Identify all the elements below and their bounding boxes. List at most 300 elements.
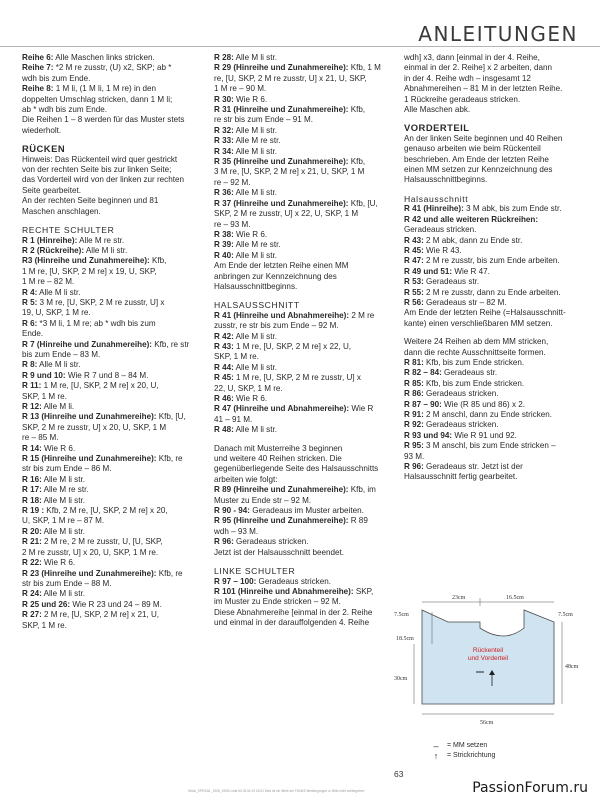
row-label: R 91: [404, 410, 424, 419]
row-label: R 33: [214, 136, 234, 146]
rechte-schulter-rows [22, 236, 200, 631]
row-text: wdh – 93 M. [214, 526, 259, 536]
row-label: R 8: [22, 360, 38, 370]
text-line [214, 608, 392, 618]
row-text: Alle M re str. [233, 136, 281, 146]
abnahme-continued [404, 53, 582, 115]
row-text: Halsausschnittbeginns. [404, 175, 488, 185]
text-line [22, 115, 200, 125]
row-text: re str bis zum Ende – 91 M. [214, 115, 313, 125]
row-label: R 82 – 84: [404, 368, 442, 378]
text-line [214, 74, 392, 84]
row-text: zusstr, re str bis zum Ende – 92 M. [214, 321, 339, 331]
front-halsausschnitt-rows [404, 204, 582, 329]
row-label: R 37 (Hinreihe und Zunahmereihe): [214, 198, 349, 208]
row-label: R 95: [404, 441, 424, 451]
text-line [404, 420, 582, 430]
text-line [404, 319, 582, 329]
row-text: str bis zum Ende – 88 M. [22, 578, 112, 588]
row-label: R 19 : [22, 506, 45, 516]
text-line [214, 373, 392, 383]
row-text: 1 M re, [U, SKP, 2 M re] x 22, U, [233, 341, 352, 351]
row-text: Alle M re str. [233, 240, 281, 250]
row-text: Geradeaus stricken. [423, 389, 499, 399]
row-label: R 11: [22, 381, 42, 391]
row-label: R 27: [22, 610, 42, 620]
dim-neck-depth: 18.5cm [396, 636, 414, 642]
text-line [404, 175, 582, 185]
row-label: R 89 (Hinreihe und Zunahmereihe): [214, 485, 349, 495]
row-text: 2 M re zusstr, bis zum Ende arbeiten. [423, 256, 560, 266]
row-label: R 56: [404, 297, 424, 307]
row-text: re, [U, SKP, 2 M re zusstr, U] x 21, U, SKP, [214, 73, 367, 83]
text-line [214, 178, 392, 188]
text-line [22, 548, 200, 558]
text-line [404, 63, 582, 73]
text-line [22, 475, 200, 485]
row-label: R 5: [22, 297, 38, 307]
row-label: R 7 (Hinreihe und Zunahmereihe): [22, 339, 152, 349]
text-line [214, 415, 392, 425]
text-line [22, 558, 200, 568]
row-label: R 24: [22, 589, 42, 599]
row-text: 3 M anschl, bis zum Ende stricken – [423, 441, 556, 451]
text-line [22, 423, 200, 433]
text-line [214, 311, 392, 321]
row-text: 2 M re zusstr, U] x 20, U, SKP, 1 M re. [22, 547, 159, 557]
text-line [22, 308, 200, 318]
diagram-label-line1: Rückenteil [472, 647, 504, 654]
row-label: R 48: [214, 425, 234, 435]
row-text: Kfb, re [156, 568, 183, 578]
text-line [214, 577, 392, 587]
text-line [22, 267, 200, 277]
row-label: R 40: [214, 250, 234, 260]
row-text: wiederholt. [22, 125, 62, 135]
dim-right-shoulder: 7.5cm [558, 612, 573, 618]
row-text: Danach mit Musterreihe 3 beginnen [214, 443, 343, 453]
text-line [404, 225, 582, 235]
row-label: R 35 (Hinreihe und Zunahmereihe): [214, 157, 349, 167]
row-label: R 31 (Hinreihe und Zunahmereihe): [214, 105, 349, 115]
row-text: Kfb, bis zum Ende stricken. [423, 357, 525, 367]
row-text: An der linken Seite beginnen und 40 Reihen [404, 133, 563, 143]
text-line [214, 444, 392, 454]
text-line [22, 444, 200, 454]
text-line [22, 589, 200, 599]
header-rule [0, 46, 600, 47]
row-text: Alle M li str. [41, 474, 85, 484]
text-line [214, 136, 392, 146]
row-text: 41 – 91 M. [214, 414, 253, 424]
text-line [22, 329, 200, 339]
row-text: Muster zu Ende str – 92 M. [214, 495, 312, 505]
row-label: R 55: [404, 287, 424, 297]
row-text: *2 M re zusstr, (U) x2, SKP; ab * [53, 63, 172, 73]
row-text: Geradeaus str. [423, 277, 480, 287]
text-line [214, 332, 392, 342]
text-line [214, 404, 392, 414]
text-line [404, 462, 582, 472]
row-label: R 2 (Rückreihe): [22, 245, 85, 255]
text-line [22, 527, 200, 537]
diagram-legend [430, 741, 495, 761]
row-label: R 47 (Hinreihe und Abnahmereihe): [214, 404, 350, 414]
row-label: R 22: [22, 558, 42, 568]
row-text: 19, U, SKP, 1 M re. [22, 308, 91, 318]
row-label: R 34: [214, 146, 234, 156]
row-text: SKP, 2 M re zusstr, U] x 20, U, SKP, 1 M [22, 422, 167, 432]
text-line [22, 392, 200, 402]
row-text: Alle M li str. [41, 495, 85, 505]
row-text: Halsausschnittbeginns. [214, 281, 298, 291]
text-line [22, 155, 200, 165]
text-line [404, 358, 582, 368]
row-text: 2 M re [349, 310, 375, 320]
text-line [22, 340, 200, 350]
row-text: Kfb, im [348, 485, 376, 495]
text-line [214, 454, 392, 464]
heading-front-halsausschnitt: Halsausschnitt [404, 193, 469, 204]
row-label: R 42: [214, 331, 234, 341]
row-text: 2 M abk, dann zu Ende str. [423, 235, 523, 245]
row-label: R 92: [404, 420, 424, 430]
row-text: re – 92 M. [214, 177, 251, 187]
row-label: R 12: [22, 402, 42, 411]
text-line [22, 186, 200, 196]
row-label: R 39: [214, 240, 234, 250]
row-text: von der rechten Seite bis zur linken Seite; [22, 165, 172, 175]
row-text: re – 93 M. [214, 219, 251, 229]
text-line [214, 220, 392, 230]
text-line [404, 95, 582, 105]
row-text: An der rechten Seite beginnen und 81 [22, 196, 159, 206]
row-text: Wie R 43. [423, 245, 462, 255]
text-line [214, 321, 392, 331]
text-line [22, 298, 200, 308]
text-line [404, 256, 582, 266]
text-line [214, 157, 392, 167]
row-text: Kfb, [149, 256, 167, 266]
text-line [404, 134, 582, 144]
row-text: kante) einen verschließbaren MM setzen. [404, 318, 553, 328]
text-line [22, 288, 200, 298]
row-text: einen MM setzen zur Kennzeichnung des [404, 165, 553, 175]
row-text: SKP, 1 M re. [22, 391, 67, 401]
row-text: Alle M li. [41, 402, 75, 411]
row-label: R 90 - 94: [214, 506, 250, 516]
row-label: R 25 und 26: [22, 599, 71, 609]
heading-rechte-schulter: RECHTE SCHULTER [22, 225, 115, 236]
row-label: R 9 und 10: [22, 370, 66, 380]
row-label: R 95 (Hinreihe und Zunahmereihe): [214, 516, 349, 526]
text-line [214, 352, 392, 362]
text-line [404, 389, 582, 399]
halsausschnitt-continued [214, 444, 392, 558]
row-text: Wie R 7 und 8 – 84 M. [65, 370, 149, 380]
row-text: Geradeaus str – 82 M. [423, 297, 507, 307]
row-text: Geradeaus str. [441, 368, 498, 378]
text-line [22, 360, 200, 370]
row-text: Geradeaus stricken. [423, 420, 499, 430]
row-text: 1 M re, [U, SKP, 2 M re] x 20, U, [41, 381, 159, 391]
row-label: R 16: [22, 474, 42, 484]
row-text: 93 M. [404, 451, 425, 461]
text-line [22, 246, 200, 256]
row-text: Alle M li str. [233, 125, 277, 135]
section-title: ANLEITUNGEN [418, 22, 578, 46]
row-label: R 86: [404, 389, 424, 399]
text-line [214, 261, 392, 271]
text-line [22, 381, 200, 391]
text-line [404, 204, 582, 214]
text-line [22, 175, 200, 185]
text-line [22, 350, 200, 360]
pattern-rows-block [22, 53, 200, 136]
text-line [22, 412, 200, 422]
row-text: Kfb, bis zum Ende stricken. [423, 378, 525, 388]
text-line [214, 167, 392, 177]
row-label: R 47: [404, 256, 424, 266]
row-text: 1 M re – 82 M. [22, 277, 75, 287]
row-text: Alle M re str. [77, 235, 125, 245]
text-line [404, 337, 582, 347]
row-text: ab * wdh bis zum Ende. [22, 105, 108, 115]
row-text: Wie R 6. [41, 558, 76, 568]
row-text: Diese Abnahmereihe [einmal in der 2. Reihe [214, 607, 373, 617]
text-line [214, 597, 392, 607]
page-number: 63 [394, 769, 404, 779]
row-label: R 96: [404, 462, 424, 472]
row-label: R 17: [22, 485, 42, 495]
dim-height-left: 30cm [394, 676, 408, 682]
row-text: Abnahmereihen – 81 M in der letzten Reihe. [404, 84, 563, 94]
text-line [214, 425, 392, 435]
row-label: Reihe 6: [22, 53, 54, 62]
text-line [404, 246, 582, 256]
row-text: in der 4. Reihe wdh – insgesamt 12 [404, 73, 531, 83]
row-text: Weitere 24 Reihen ab dem MM stricken, [404, 337, 549, 347]
row-text: Geradeaus stricken. [404, 225, 477, 235]
row-text: 1 M re, [U, SKP, 2 M re zusstr, U] x [233, 373, 361, 383]
row-label: Reihe 8: [22, 84, 54, 94]
text-line [214, 394, 392, 404]
row-text: anbringen zur Kennzeichnung des [214, 271, 337, 281]
row-text: Alle M li str. [37, 287, 81, 297]
text-line [404, 155, 582, 165]
row-label: R 41 (Hinreihe): [404, 204, 464, 214]
text-line [404, 74, 582, 84]
text-line [404, 410, 582, 420]
row-label: R 43: [404, 235, 424, 245]
row-text: Jetzt ist der Halsausschnitt beendet. [214, 547, 345, 557]
text-line [22, 236, 200, 246]
text-line [404, 165, 582, 175]
row-text: Alle M li str. [37, 360, 81, 370]
text-line [214, 188, 392, 198]
text-line [214, 464, 392, 474]
text-line [214, 506, 392, 516]
row-label: R 41 (Hinreihe und Abnahmereihe): [214, 310, 350, 320]
row-text: 3 M abk, bis zum Ende str. [463, 204, 562, 214]
row-text: Geradeaus str. Jetzt ist der [423, 462, 523, 472]
text-line [214, 53, 392, 63]
row-text: 2 M anschl, dann zu Ende stricken. [423, 410, 553, 419]
text-line [22, 506, 200, 516]
row-text: und weitere 40 Reihen stricken. Die [214, 454, 342, 464]
row-label: R 20: [22, 526, 42, 536]
row-label: Reihe 7: [22, 63, 54, 73]
dim-left-shoulder: 7.5cm [394, 612, 409, 618]
text-line [22, 53, 200, 63]
row-text: Kfb, [U, [156, 412, 186, 422]
text-line [22, 74, 200, 84]
row-text: Alle M li str. [233, 53, 277, 62]
row-text: Alle M li str. [233, 362, 277, 372]
text-line [214, 587, 392, 597]
text-line [22, 600, 200, 610]
text-line [214, 147, 392, 157]
heading-vorderteil: VORDERTEIL [404, 122, 470, 134]
row-text: 1 M re, [U, SKP, 2 M re] x 19, U, SKP, [22, 266, 157, 276]
text-line [404, 379, 582, 389]
row-text: SKP, 1 M re. [22, 620, 67, 630]
row-text: Am Ende der letzten Reihe (=Halsausschnitt- [404, 308, 566, 318]
legend-direction-label: = Strickrichtung [447, 752, 496, 759]
row-text: gegenüberliegende Seite des Halsausschnitts [214, 464, 379, 474]
text-line [404, 105, 582, 115]
text-line [214, 63, 392, 73]
text-line [214, 485, 392, 495]
text-line [404, 215, 582, 225]
column-3 [404, 53, 582, 483]
text-line [214, 282, 392, 292]
row-text: Alle M li str. [233, 331, 277, 341]
text-line [404, 400, 582, 410]
text-line [22, 105, 200, 115]
row-text: Am Ende der letzten Reihe einen MM [214, 261, 349, 271]
legend-row-direction [430, 751, 495, 761]
row-text: re – 85 M. [22, 433, 59, 443]
text-line [404, 288, 582, 298]
row-text: genauso arbeiten wie beim Rückenteil [404, 144, 541, 154]
row-text: SKP, [353, 586, 374, 596]
text-line [214, 384, 392, 394]
row-text: Alle M li str. [233, 250, 277, 260]
row-text: 3 M re, [U, SKP, 2 M re zusstr, U] x [37, 297, 165, 307]
front-neck-shaping-rows [404, 337, 582, 483]
row-label: R 101 (Hinreihe und Abnahmereihe): [214, 586, 354, 596]
row-text: Alle M li str. [41, 526, 85, 536]
dim-height-right: 48cm [565, 664, 579, 670]
marker-symbol: – [433, 741, 439, 751]
text-line [214, 209, 392, 219]
text-line [404, 348, 582, 358]
row-text: Alle M li str. [233, 146, 277, 156]
text-line [22, 277, 200, 287]
text-line [214, 251, 392, 261]
row-label: R 14: [22, 443, 42, 453]
text-line [214, 126, 392, 136]
row-label: R 6: [22, 318, 38, 328]
row-label: R 42 und alle weiteren Rückreihen: [404, 214, 539, 224]
row-text: SKP, 1 M re. [214, 352, 259, 362]
text-line [22, 569, 200, 579]
row-text: arbeiten wie folgt: [214, 474, 278, 484]
row-text: Kfb, 2 M re, [U, SKP, 2 M re] x 20, [44, 506, 168, 516]
row-text: Seite gearbeitet. [22, 185, 81, 195]
row-text: im Muster zu Ende stricken – 92 M. [214, 597, 341, 607]
text-line [22, 63, 200, 73]
row-label: R 38: [214, 229, 234, 239]
row-label: R 30: [214, 94, 234, 104]
text-line [22, 196, 200, 206]
text-line [22, 319, 200, 329]
row-text: 3 M re, [U, SKP, 2 M re] x 21, U, SKP, 1 M [214, 167, 365, 177]
row-text: Wie R 91 und 92. [452, 430, 517, 440]
row-text: Hinweis: Das Rückenteil wird quer gestrickt [22, 154, 178, 164]
row-text: Die Reihen 1 – 8 werden für das Muster stets [22, 115, 185, 125]
row-text: Maschen anschlagen. [22, 206, 101, 216]
text-line [22, 496, 200, 506]
text-line [22, 516, 200, 526]
row-text: Wie R 6. [41, 443, 76, 453]
row-text: Alle Maschen links stricken. [53, 53, 155, 62]
row-text: und einmal in der darauffolgenden 4. Reihe [214, 618, 370, 628]
row-text: 2 M re zusstr, dann zu Ende arbeiten. [423, 287, 561, 297]
row-text: Alle M li str. [84, 245, 128, 255]
row-text: Wie R 6. [233, 94, 268, 104]
text-line [214, 84, 392, 94]
row-label: R 4: [22, 287, 38, 297]
row-text: Kfb, re str [151, 339, 190, 349]
diagram-label-line2: und Vorderteil [467, 655, 509, 662]
row-text: Wie R 47. [452, 266, 490, 276]
row-label: R 15 (Hinreihe und Zunahmereihe): [22, 454, 157, 464]
row-text: wdh bis zum Ende. [22, 73, 91, 83]
row-text: 1 M li, (1 M li, 1 M re) in den [53, 84, 157, 94]
text-line [22, 579, 200, 589]
text-line [214, 618, 392, 628]
text-line [214, 475, 392, 485]
text-line [22, 84, 200, 94]
text-line [22, 207, 200, 217]
text-line [404, 298, 582, 308]
row-label: R3 (Hinreihe und Zunahmereihe): [22, 256, 150, 266]
row-label: R 44: [214, 362, 234, 372]
text-line [404, 431, 582, 441]
row-text: 1 Rückreihe geradeaus stricken. [404, 94, 521, 104]
text-line [214, 496, 392, 506]
vorderteil-intro [404, 134, 582, 186]
row-text: Kfb, [348, 157, 366, 167]
row-label: R 46: [214, 394, 234, 403]
row-text: 22, U, SKP, 1 M re. [214, 383, 283, 393]
text-line [404, 144, 582, 154]
row-text: Geradeaus stricken. [233, 537, 309, 547]
text-line [404, 472, 582, 482]
linke-schulter-rows [214, 577, 392, 629]
text-line [404, 236, 582, 246]
row-label: R 45: [404, 245, 424, 255]
text-line [404, 308, 582, 318]
text-line [214, 537, 392, 547]
row-label: R 32: [214, 125, 234, 135]
row-label: R 23 (Hinreihe und Zunahmereihe): [22, 568, 157, 578]
column-1 [22, 53, 200, 631]
ruecken-intro [22, 155, 200, 217]
row-label: R 45: [214, 373, 234, 383]
